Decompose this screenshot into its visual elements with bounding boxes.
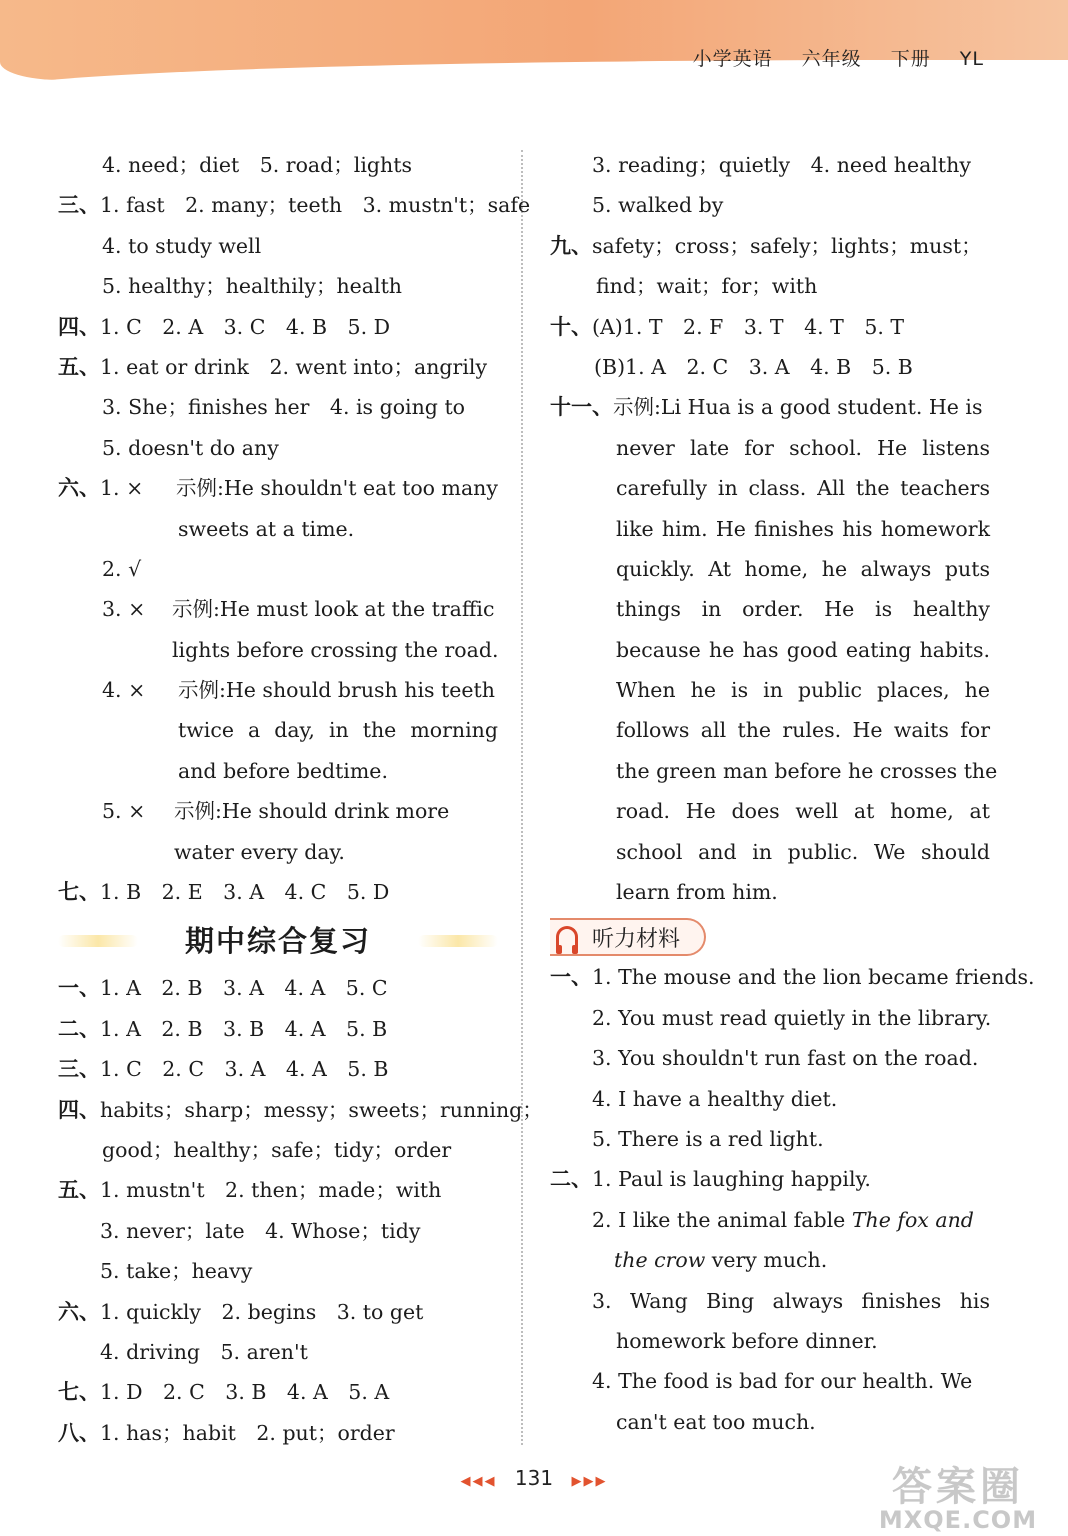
section-mark: 三、 (58, 1057, 100, 1082)
answer-line: 5. doesn't do any (102, 435, 279, 460)
watermark-cn: 答案圈 (892, 1464, 1024, 1510)
header-info (671, 44, 984, 71)
answer-line: (B)1. A 2. C 3. A 4. B 5. B (594, 354, 913, 379)
transcript-line: 1. Paul is laughing happily. (592, 1167, 871, 1192)
section-mark: 五、 (58, 1178, 100, 1203)
answer-line: 示例:He must look at the traffic (172, 597, 495, 622)
section-mark: 十、 (550, 314, 592, 339)
header-grade: 六年级 (801, 48, 862, 70)
fable-title: The fox and (851, 1207, 974, 1232)
answer-line: good；healthy；safe；tidy；order (102, 1137, 452, 1162)
transcript-line: 4. I have a healthy diet. (592, 1086, 838, 1111)
answer-line: find；wait；for；with (596, 274, 818, 299)
essay-line: road. He does well at home, at (616, 799, 990, 824)
section-mark: 七、 (58, 1380, 100, 1405)
section-mark: 五、 (58, 354, 100, 379)
column-divider (521, 150, 523, 1445)
answer-line: 3. reading；quietly 4. need healthy (592, 153, 971, 177)
section-mark: 九、 (550, 233, 592, 258)
transcript-line: 3. Wang Bing always finishes his (592, 1288, 990, 1313)
answer-line: safety；cross；safely；lights；must； (592, 233, 982, 258)
answer-line: 1. D 2. C 3. B 4. A 5. A (100, 1380, 390, 1405)
section-mark: 六、 (58, 1299, 100, 1324)
item-number: 3. × (102, 597, 146, 622)
section-mark: 四、 (58, 314, 100, 339)
essay-line: When he is in public places, he (616, 678, 990, 703)
review-7 (58, 1375, 498, 1415)
review-5 (58, 1173, 498, 1213)
essay-line: things in order. He is healthy (616, 597, 990, 622)
section-mark: 三、 (58, 193, 100, 218)
answer-line: sweets at a time. (178, 516, 355, 541)
answer-line: and before bedtime. (178, 758, 388, 783)
page-number: 131 (514, 1466, 554, 1490)
answer-line: 4. to study well (102, 233, 262, 258)
section-3 (58, 188, 531, 228)
transcript-1 (550, 960, 1035, 1000)
answer-line: 4. driving 5. aren't (100, 1339, 308, 1364)
answer-line: 1. eat or drink 2. went into；angrily (100, 354, 488, 379)
transcript-line: homework before dinner. (616, 1328, 878, 1353)
essay-line: learn from him. (616, 880, 778, 905)
section-mark: 十一、 (550, 395, 613, 420)
answer-line: 1. fast 2. many；teeth 3. mustn't；safe (100, 193, 531, 218)
answer-line: (A)1. T 2. F 3. T 4. T 5. T (592, 314, 905, 339)
answer-item (58, 592, 498, 632)
transcript-line: 4. The food is bad for our health. We (592, 1369, 973, 1394)
essay-line: school and in public. We should (616, 839, 990, 864)
transcript-line: 1. The mouse and the lion became friends. (592, 965, 1035, 990)
answer-line: 4. need；diet 5. road；lights (102, 153, 412, 177)
answer-line: 5. healthy；healthily；health (102, 274, 403, 299)
review-section-title (58, 911, 498, 967)
essay-line: quickly. At home, he always puts (616, 556, 990, 581)
review-6 (58, 1295, 498, 1335)
answer-line: 1. has；habit 2. put；order (100, 1420, 395, 1445)
essay-line: 示例:Li Hua is a good student. He is (613, 395, 983, 420)
section-5 (58, 350, 498, 390)
answer-line: 1. C 2. C 3. A 4. A 5. B (100, 1057, 389, 1082)
transcript-line: can't eat too much. (616, 1409, 816, 1434)
answer-line: water every day. (174, 839, 345, 864)
transcript-text: very much. (705, 1248, 828, 1273)
watermark-logo (858, 1455, 1058, 1534)
item-number: 2. √ (102, 556, 142, 581)
watermark-en: MXQE.COM (878, 1506, 1038, 1534)
review-2 (58, 1012, 498, 1052)
section-4 (58, 310, 498, 350)
section-mark: 四、 (58, 1097, 100, 1122)
answer-line: lights before crossing the road. (172, 637, 499, 662)
section-mark: 八、 (58, 1420, 100, 1445)
section-7 (58, 875, 498, 915)
section-10 (550, 310, 990, 350)
essay-line: because he has good eating habits. (616, 637, 990, 662)
answer-line: 3. She；finishes her 4. is going to (102, 395, 466, 420)
listening-material-label (550, 918, 706, 956)
section-mark: 二、 (550, 1167, 592, 1192)
essay-line: carefully in class. All the teachers (616, 476, 990, 501)
header-subject: 小学英语 (692, 48, 773, 70)
answer-line: 5. take；heavy (100, 1259, 253, 1284)
item-number: 5. × (102, 799, 146, 824)
section-mark: 一、 (550, 965, 592, 990)
left-arrows-icon: ◀◀◀ (460, 1474, 497, 1489)
section-6 (58, 471, 498, 511)
header-edition: YL (959, 48, 984, 70)
answer-line: twice a day, in the morning (178, 718, 498, 743)
answer-line: 示例:He should drink more (174, 799, 450, 824)
headphone-icon (556, 926, 578, 948)
transcript-2 (550, 1162, 990, 1202)
review-8 (58, 1416, 498, 1456)
answer-line: 1. mustn't 2. then；made；with (100, 1178, 442, 1203)
answer-item (58, 794, 498, 834)
answer-line: 1. B 2. E 3. A 4. C 5. D (100, 880, 390, 905)
review-title-text: 期中综合复习 (184, 923, 371, 958)
review-1 (58, 971, 498, 1011)
section-11 (550, 390, 990, 430)
right-column (550, 148, 1035, 1445)
answer-line: 示例:He should brush his teeth (178, 678, 495, 703)
header-volume: 下册 (890, 48, 931, 70)
answer-line: habits；sharp；messy；sweets；running； (100, 1097, 543, 1122)
section-mark: 六、 (58, 476, 100, 501)
transcript-line: 5. There is a red light. (592, 1126, 824, 1151)
essay-line: never late for school. He listens (616, 435, 990, 460)
answer-line: 示例:He shouldn't eat too many (176, 476, 498, 501)
title-decoration (58, 935, 138, 947)
left-column (58, 148, 543, 1456)
review-3 (58, 1052, 498, 1092)
transcript-line (550, 1243, 990, 1283)
answer-line: 1. C 2. A 3. C 4. B 5. D (100, 314, 391, 339)
review-4 (58, 1093, 543, 1133)
answer-line: 3. never；late 4. Whose；tidy (100, 1218, 421, 1243)
answer-line: 5. walked by (592, 193, 724, 218)
answer-item (58, 673, 498, 713)
right-arrows-icon: ▶▶▶ (571, 1474, 608, 1489)
item-number: 4. × (102, 678, 146, 703)
transcript-line (550, 1203, 990, 1243)
essay-line: the green man before he crosses the (616, 758, 998, 783)
answer-line: 1. A 2. B 3. B 4. A 5. B (100, 1016, 388, 1041)
section-mark: 二、 (58, 1016, 100, 1041)
essay-line: follows all the rules. He waits for (616, 718, 990, 743)
title-decoration (418, 935, 498, 947)
section-mark: 一、 (58, 976, 100, 1001)
answer-line: 1. quickly 2. begins 3. to get (100, 1299, 424, 1324)
item-number: 1. × (100, 476, 144, 501)
transcript-line: 2. You must read quietly in the library. (592, 1005, 992, 1030)
section-9 (550, 229, 990, 269)
transcript-line: 3. You shouldn't run fast on the road. (592, 1046, 979, 1071)
essay-line: like him. He finishes his homework (616, 516, 990, 541)
answer-line: 1. A 2. B 3. A 4. A 5. C (100, 976, 388, 1001)
section-mark: 七、 (58, 880, 100, 905)
transcript-text: 2. I like the animal fable (592, 1207, 852, 1232)
listening-label-text: 听力材料 (592, 926, 681, 952)
fable-title: the crow (614, 1248, 706, 1273)
